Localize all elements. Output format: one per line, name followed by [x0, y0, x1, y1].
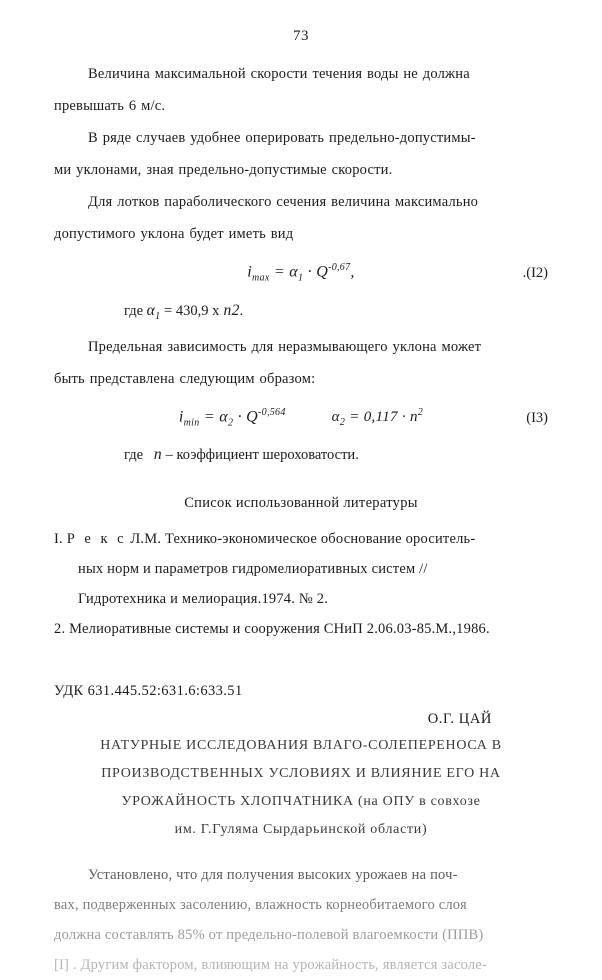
abstract-line-4: [I] . Другим фактором, влияющим на урожайность, является засоле- — [54, 957, 487, 974]
paragraph-4-line-2: быть представлена следующим образом: — [54, 370, 316, 387]
formula-13-where — [54, 440, 548, 470]
abstract-line-1: Установлено, что для получения высоких урожаев на поч- — [88, 867, 458, 884]
article-abstract — [54, 860, 548, 980]
formula-13-lhs: i — [178, 407, 184, 425]
formula-12-number: .(I2) — [522, 265, 548, 282]
where-label: где — [124, 302, 144, 319]
paragraph-2-line-1: В ряде случаев удобнее оперировать предельно-допустимы- — [88, 130, 476, 146]
alpha-1-n: n — [219, 301, 232, 319]
formula-13-mid-sub: 2 — [227, 417, 234, 429]
formula-13-rhs: · Q — [233, 407, 259, 425]
paragraph-2-line-2: ми уклонами, зная предельно-допустимые скорости. — [54, 162, 393, 178]
formula-12-mid: = α — [269, 263, 298, 281]
page-number: 73 — [293, 28, 309, 44]
paragraph-3-line-2: допустимого уклона будет иметь вид — [54, 226, 294, 242]
reference-1-line-2: ных норм и параметров гидромелиоративных систем // — [78, 561, 428, 578]
alpha-2-sup: 2 — [417, 406, 424, 418]
formula-12-rhs: · Q — [303, 263, 329, 281]
article-title-line-1: НАТУРНЫЕ ИССЛЕДОВАНИЯ ВЛАГО-СОЛЕПЕРЕНОСА В — [100, 738, 502, 754]
alpha-2-sub: 2 — [339, 416, 346, 428]
formula-12-lhs-sub: max — [252, 272, 270, 284]
formula-13-rhs-sup: -0,564 — [258, 406, 286, 418]
article-title-line-2: ПРОИЗВОДСТВЕННЫХ УСЛОВИЯХ И ВЛИЯНИЕ ЕГО НА — [101, 766, 501, 782]
alpha-1-n-sup: 2 — [231, 301, 240, 319]
udk-code: УДК 631.445.52:631.6:633.51 — [54, 683, 243, 700]
reference-1-line-1: Л.М. Технико-экономическое обоснование ороситель- — [126, 531, 476, 548]
formula-12-where — [54, 296, 548, 332]
article-title-line-3: УРОЖАЙНОСТЬ ХЛОПЧАТНИКА (на ОПУ в совхозе — [121, 794, 481, 810]
abstract-line-3: должна составлять 85% от предельно-полевой влагоемкости (ППВ) — [54, 927, 484, 944]
formula-13-number: (I3) — [526, 409, 548, 426]
article-title-line-4: им. Г.Гуляма Сырдарьинской области) — [174, 822, 428, 838]
paragraph-1-line-2: превышать 6 м/с. — [54, 98, 166, 114]
where-label-2: где — [124, 447, 144, 464]
formula-13 — [54, 398, 548, 439]
article-author: О.Г. ЦАЙ — [427, 711, 492, 728]
formula-12-mid-sub: 1 — [297, 272, 304, 284]
references-heading: Список использованной литературы — [184, 495, 418, 512]
article-title — [64, 732, 538, 844]
alpha-1-value: = 430,9 х — [160, 302, 220, 319]
reference-item-1 — [54, 524, 548, 614]
formula-12 — [54, 253, 548, 294]
formula-13-lhs-sub: min — [183, 417, 200, 429]
alpha-1-symbol: α — [146, 301, 156, 319]
reference-1-line-3: Гидротехника и мелиорация.1974. № 2. — [78, 591, 329, 608]
paragraph-3-line-1: Для лотков параболического сечения величина максимально — [88, 194, 479, 210]
alpha-1-tail: . — [239, 302, 244, 319]
paragraph-1-line-1: Величина максимальной скорости течения воды не должна — [88, 66, 470, 82]
alpha-1-sub: 1 — [155, 310, 161, 322]
alpha-2-value: = 0,117 · n — [345, 408, 418, 425]
formula-12-rhs-sup: -0,67 — [328, 262, 351, 273]
alpha-2-symbol: α — [331, 408, 340, 425]
n-symbol: n — [153, 446, 162, 464]
references-list — [54, 524, 548, 644]
document-page — [0, 28, 602, 974]
reference-item-2 — [54, 614, 548, 644]
reference-1-marker: I. — [54, 531, 63, 548]
formula-12-tail: , — [350, 263, 355, 281]
paragraph-4-line-1: Предельная зависимость для неразмывающего уклона может — [88, 338, 482, 355]
formula-12-lhs: i — [247, 263, 253, 281]
formula-13-mid: = α — [199, 407, 228, 425]
reference-1-author: Р е к с — [66, 531, 127, 548]
abstract-line-2: вах, подверженных засолению, влажность корнеобитаемого слоя — [54, 897, 467, 914]
reference-2-line-1: Мелиоративные системы и сооружения СНиП 2.06.03-85.М.,1986. — [65, 621, 490, 638]
n-description: – коэффициент шероховатости. — [161, 447, 359, 464]
reference-2-marker: 2. — [54, 621, 66, 638]
